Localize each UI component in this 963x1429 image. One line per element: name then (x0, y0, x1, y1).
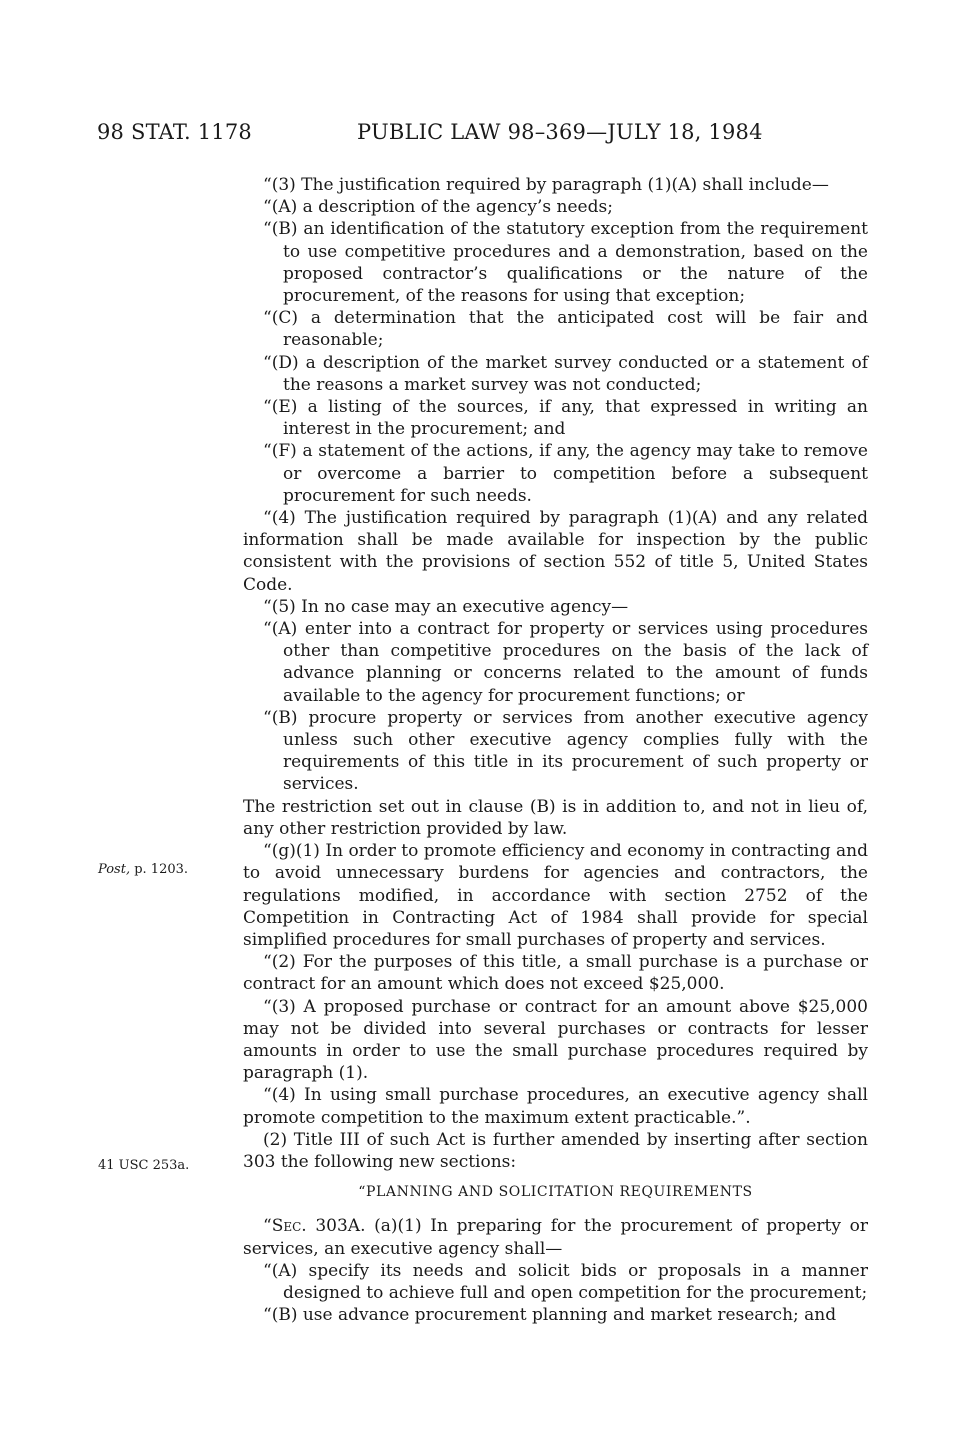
margin-note-post-page: p. 1203. (130, 862, 189, 877)
paragraph-5-b: “(B) procure property or services from another executive agency unless such other executive agency complies fully with the requirements of this title in its procurement of such property or services. (263, 707, 868, 795)
margin-note-post (98, 862, 188, 877)
section-303a-intro (243, 1215, 868, 1259)
paragraph-3-intro: “(3) The justification required by paragraph (1)(A) shall include— (263, 175, 829, 195)
public-law-title: PUBLIC LAW 98–369—JULY 18, 1984 (357, 120, 763, 144)
statute-page-number: 98 STAT. 1178 (97, 120, 252, 144)
section-heading: “PLANNING AND SOLICITATION REQUIREMENTS (358, 1184, 753, 1201)
section-303a-a: “(A) specify its needs and solicit bids or proposals in a manner designed to achieve full and open competition for the procurement; (263, 1260, 868, 1303)
margin-note-usc: 41 USC 253a. (98, 1158, 190, 1173)
paragraph-3-c: “(C) a determination that the anticipated cost will be fair and reasonable; (263, 308, 868, 351)
paragraph-g1: “(g)(1) In order to promote efficiency and economy in contracting and to avoid unnecessary burdens for agencies and contractors, the regulations modified, in accordance with section 2752 of the Competition in Contracting Act of 1984 shall provide for special simplified procedures for small purchases of property and services. (243, 841, 868, 950)
paragraph-3-b: “(B) an identification of the statutory exception from the requirement to use competitive procedures and a demonstration, based on the proposed contractor’s qualifications or the nature of the procurement, of the reasons for using that exception; (263, 219, 868, 307)
margin-note-post-italic: Post, (98, 862, 131, 877)
paragraph-5-a: “(A) enter into a contract for property or services using procedures other than competitive procedures on the basis of the lack of advance planning or concerns related to the amount of funds available to the agency for procurement functions; or (263, 619, 868, 706)
paragraph-g4: “(4) In using small purchase procedures, an executive agency shall promote competition to the maximum extent practicable.”. (243, 1085, 868, 1128)
section-label: “Sec. (263, 1216, 307, 1237)
paragraph-g3: “(3) A proposed purchase or contract for an amount above $25,000 may not be divided into several purchases or contracts for lesser amounts in order to use the small purchase procedures required by paragraph (1). (243, 996, 868, 1084)
paragraph-g2: “(2) For the purposes of this title, a small purchase is a purchase or contract for an amount which does not exceed $25,000. (243, 952, 868, 995)
section-303a-text: 303A. (a)(1) In preparing for the procurement of property or services, an executive agency shall— (243, 1216, 868, 1259)
paragraph-5-intro: “(5) In no case may an executive agency— (263, 596, 629, 617)
restriction-paragraph: The restriction set out in clause (B) is in addition to, and not in lieu of, any other restriction provided by law. (243, 796, 868, 839)
paragraph-3-f: “(F) a statement of the actions, if any, the agency may take to remove or overcome a barrier to competition before a subsequent procurement for such needs. (263, 441, 868, 506)
paragraph-3-e: “(E) a listing of the sources, if any, that expressed in writing an interest in the procurement; and (263, 397, 868, 440)
section-303a-b: “(B) use advance procurement planning and market research; and (263, 1305, 837, 1326)
title-iii-amendment: (2) Title III of such Act is further amended by inserting after section 303 the following new sections: (243, 1129, 868, 1172)
paragraph-4: “(4) The justification required by paragraph (1)(A) and any related information shall be made available for inspection by the public consistent with the provisions of section 552 of title 5, United States Code. (243, 508, 868, 595)
paragraph-3-a: “(A) a description of the agency’s needs; (263, 197, 613, 218)
paragraph-3-d: “(D) a description of the market survey conducted or a statement of the reasons a market survey was not conducted; (263, 352, 868, 395)
body-text (243, 174, 868, 1326)
